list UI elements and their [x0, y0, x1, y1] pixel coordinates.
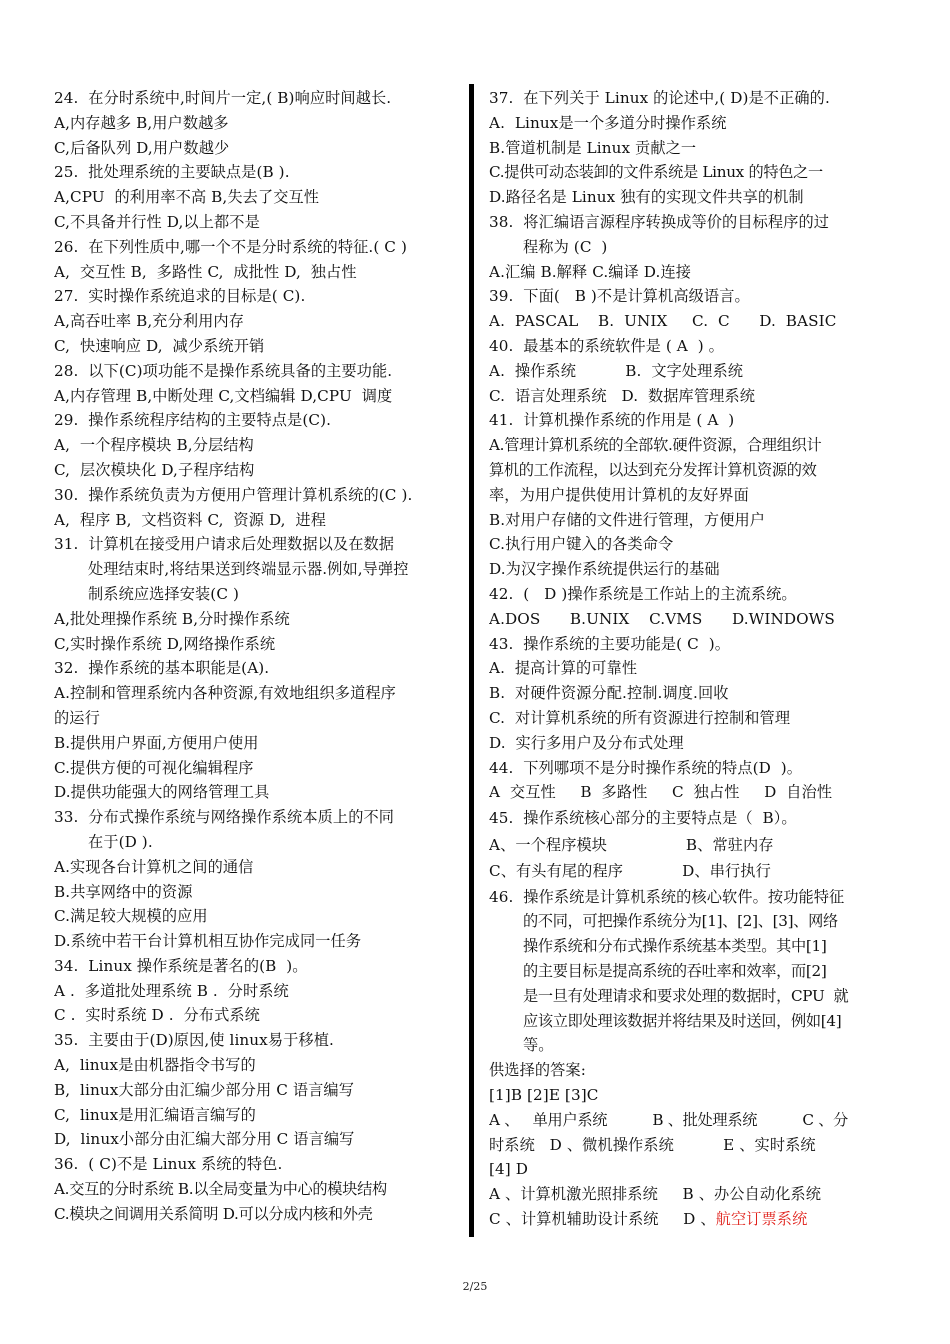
question-40: 40. 最基本的系统软件是 ( A ) 。 — [489, 336, 724, 355]
option-line: C . 实时系统 D . 分布式系统 — [54, 1006, 260, 1025]
option-line: A,批处理操作系统 B,分时操作系统 — [54, 609, 290, 628]
question-38-cont: 程称为 (C ) — [523, 237, 608, 256]
option-line: C,不具备并行性 D,以上都不是 — [54, 212, 260, 231]
question-34: 34. Linux 操作系统是著名的(B )。 — [54, 956, 308, 975]
question-46-cont: 的不同，可把操作系统分为[1]、[2]、[3]、网络 — [523, 912, 838, 931]
option-line: 时系统 D 、微机操作系统 E 、实时系统 — [489, 1135, 816, 1154]
page-number: 2/25 — [462, 1280, 488, 1293]
answers-1-3: [1]B [2]E [3]C — [489, 1085, 599, 1104]
option-line: A, 程序 B, 文档资料 C, 资源 D, 进程 — [54, 510, 327, 529]
option-line: B, linux大部分由汇编少部分用 C 语言编写 — [54, 1080, 354, 1099]
question-46-cont: 是一旦有处理请求和要求处理的数据时，CPU 就 — [523, 986, 849, 1005]
question-24: 24. 在分时系统中,时间片一定,( B)响应时间越长. — [54, 89, 392, 107]
question-46-cont: 操作系统和分布式操作系统基本类型。其中[1] — [523, 937, 827, 956]
option-line: B. 对硬件资源分配.控制.调度.回收 — [489, 684, 729, 703]
question-31: 31. 计算机在接受用户请求后处理数据以及在数据 — [54, 535, 395, 554]
question-42: 42. ( D )操作系统是工作站上的主流系统。 — [489, 584, 797, 603]
option-line: A, 交互性 B, 多路性 C, 成批性 D, 独占性 — [54, 262, 357, 281]
option-line: A.实现各台计算机之间的通信 — [54, 857, 254, 876]
question-33-cont: 在于(D ). — [88, 832, 153, 851]
question-26: 26. 在下列性质中,哪一个不是分时系统的特征.( C ) — [54, 237, 407, 256]
option-line: A, linux是由机器指令书写的 — [54, 1056, 256, 1075]
option-line: A,内存越多 B,用户数越多 — [54, 113, 229, 132]
question-28: 28. 以下(C)项功能不是操作系统具备的主要功能. — [54, 361, 393, 380]
option-line: C.提供方便的可视化编辑程序 — [54, 758, 254, 777]
left-column — [54, 86, 449, 1227]
option-line-cont: 的运行 — [54, 708, 100, 727]
option-line-cont: 算机的工作流程，以达到充分发挥计算机资源的效 — [489, 460, 817, 479]
option-line: D.系统中若干台计算机相互协作完成同一任务 — [54, 932, 362, 951]
option-line: A,高吞吐率 B,充分利用内存 — [54, 312, 244, 331]
option-line: D.路径名是 Linux 独有的实现文件共享的机制 — [489, 188, 804, 207]
question-29: 29. 操作系统程序结构的主要特点是(C). — [54, 411, 332, 430]
option-prefix: C 、计算机辅助设计系统 D 、 — [489, 1209, 716, 1228]
option-line: D.为汉字操作系统提供运行的基础 — [489, 560, 720, 579]
option-line: C.执行用户键入的各类命令 — [489, 535, 674, 554]
option-line: C,实时操作系统 D,网络操作系统 — [54, 634, 276, 653]
highlighted-answer: 航空订票系统 — [715, 1209, 808, 1228]
option-line: A,内存管理 B,中断处理 C,文档编辑 D,CPU 调度 — [54, 386, 393, 405]
question-35: 35. 主要由于(D)原因,使 linux易于移植. — [54, 1031, 334, 1050]
question-36: 36. ( C)不是 Linux 系统的特色. — [54, 1155, 283, 1174]
option-line: D, linux小部分由汇编大部分用 C 语言编写 — [54, 1130, 355, 1149]
option-line: C. 语言处理系统 D. 数据库管理系统 — [489, 386, 755, 405]
option-line: A.汇编 B.解释 C.编译 D.连接 — [489, 262, 692, 281]
question-31-cont: 制系统应选择安装(C ) — [88, 584, 239, 603]
option-line: C, linux是用汇编语言编写的 — [54, 1105, 256, 1124]
option-line: B.共享网络中的资源 — [54, 882, 193, 901]
option-line: C、有头有尾的程序 D、串行执行 — [489, 862, 771, 881]
option-line: C. 对计算机系统的所有资源进行控制和管理 — [489, 708, 791, 727]
option-line: C, 层次模块化 D,子程序结构 — [54, 460, 255, 479]
question-33: 33. 分布式操作系统与网络操作系统本质上的不同 — [54, 808, 395, 827]
option-line-last — [489, 1207, 884, 1232]
question-30: 30. 操作系统负责为方便用户管理计算机系统的(C ). — [54, 485, 413, 504]
option-line: A. 提高计算的可靠性 — [489, 659, 638, 678]
option-line: B.管道机制是 Linux 贡献之一 — [489, 138, 697, 157]
question-45: 45. 操作系统核心部分的主要特点是（ B）。 — [489, 809, 797, 828]
option-line: A. Linux是一个多道分时操作系统 — [489, 113, 727, 132]
option-line: A 、 单用户系统 B 、批处理系统 C 、分 — [489, 1110, 848, 1129]
question-46: 46. 操作系统是计算机系统的核心软件。按功能特征 — [489, 887, 845, 906]
question-38: 38. 将汇编语言源程序转换成等价的目标程序的过 — [489, 212, 830, 231]
option-line: D.提供功能强大的网络管理工具 — [54, 783, 270, 802]
option-line: A.管理计算机系统的全部软.硬件资源，合理组织计 — [489, 436, 822, 455]
option-line: A . 多道批处理系统 B . 分时系统 — [54, 981, 289, 1000]
option-line: A、一个程序模块 B、常驻内存 — [489, 835, 774, 854]
option-line: A. PASCAL B. UNIX C. C D. BASIC — [489, 312, 837, 331]
question-41: 41. 计算机操作系统的作用是 ( A ) — [489, 411, 735, 430]
answer-choices-heading: 供选择的答案: — [489, 1061, 586, 1080]
option-line: A. 操作系统 B. 文字处理系统 — [489, 361, 744, 380]
question-46-cont: 的主要目标是提高系统的吞吐率和效率，而[2] — [523, 962, 827, 980]
option-line: C,后备队列 D,用户数越少 — [54, 138, 230, 157]
option-line: A.控制和管理系统内各种资源,有效地组织多道程序 — [54, 684, 396, 703]
option-line: B.提供用户界面,方便用户使用 — [54, 733, 259, 752]
question-46-cont: 等。 — [523, 1036, 554, 1055]
option-line: A 、计算机激光照排系统 B 、办公自动化系统 — [489, 1185, 821, 1204]
option-line: A.交互的分时系统 B.以全局变量为中心的模块结构 — [54, 1180, 387, 1199]
option-line: B.对用户存储的文件进行管理，方便用户 — [489, 510, 766, 529]
question-31-cont: 处理结束时,将结果送到终端显示器.例如,导弹控 — [88, 560, 409, 579]
question-32: 32. 操作系统的基本职能是(A). — [54, 659, 270, 678]
right-column — [489, 86, 884, 1232]
option-line: A 交互性 B 多路性 C 独占性 D 自治性 — [489, 783, 833, 802]
option-line: D. 实行多用户及分布式处理 — [489, 733, 684, 752]
question-43: 43. 操作系统的主要功能是( C )。 — [489, 634, 731, 653]
question-27: 27. 实时操作系统追求的目标是( C). — [54, 287, 306, 306]
option-line: C.提供可动态装卸的文件系统是 Linux 的特色之一 — [489, 163, 823, 182]
option-line: A, 一个程序模块 B,分层结构 — [54, 436, 254, 455]
question-37: 37. 在下列关于 Linux 的论述中,( D)是不正确的. — [489, 89, 830, 107]
question-44: 44. 下列哪项不是分时操作系统的特点(D )。 — [489, 758, 803, 777]
option-line: C.模块之间调用关系简明 D.可以分成内核和外壳 — [54, 1204, 373, 1223]
question-39: 39. 下面( B )不是计算机高级语言。 — [489, 287, 750, 306]
column-divider — [469, 84, 474, 1237]
answer-4: [4] D — [489, 1160, 529, 1179]
option-line: C.满足较大规模的应用 — [54, 907, 208, 926]
question-25: 25. 批处理系统的主要缺点是(B ). — [54, 163, 290, 182]
option-line-cont: 率，为用户提供使用计算机的友好界面 — [489, 485, 749, 504]
option-line: C, 快速响应 D, 减少系统开销 — [54, 336, 265, 355]
option-line: A,CPU 的利用率不高 B,失去了交互性 — [54, 188, 320, 207]
option-line: A.DOS B.UNIX C.VMS D.WINDOWS — [489, 609, 835, 628]
question-46-cont: 应该立即处理该数据并将结果及时送回，例如[4] — [523, 1011, 842, 1030]
